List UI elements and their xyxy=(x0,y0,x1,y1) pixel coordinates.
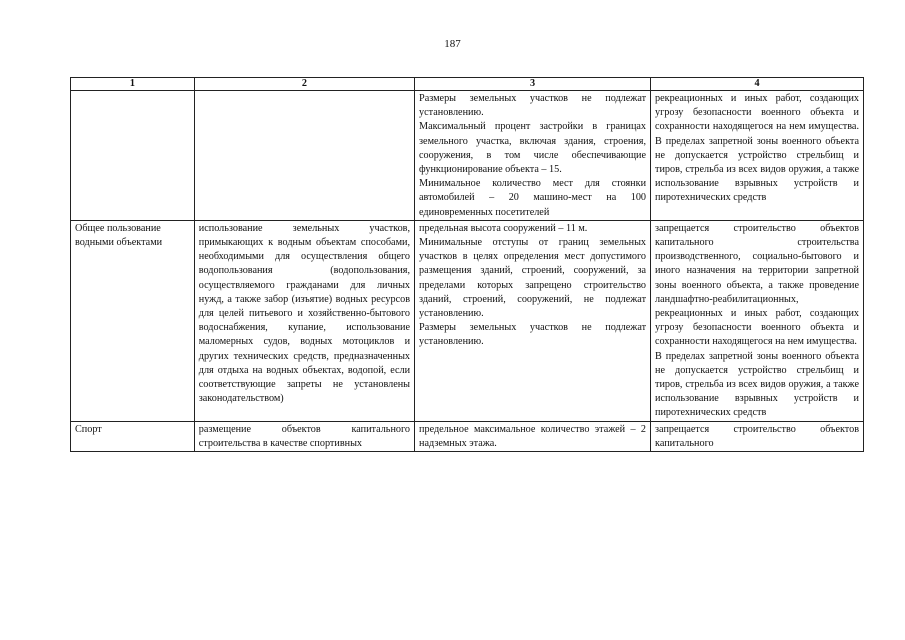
row1-col4-text: рекреационных и иных работ, создающих угрозу безопасности военного объекта и сохранности находящегося на нем имущества. В пределах запретной зоны военного объекта не допускается устройство стрельбищ и тиров, стрельба из всех видов оружия, а также использование взрывных устройств и пиротехнических средств xyxy=(655,93,859,204)
table-row xyxy=(71,91,864,221)
row2-col3 xyxy=(415,220,651,421)
row2-col4-para-1: запрещается строительство объектов капитального строительства производственного, социально-бытового и иного назначения на территории запретной зоны военного объекта, а также проведение ландшафтно-реабилитационных, xyxy=(655,222,859,305)
table-header-row xyxy=(71,78,864,91)
page-number: 187 xyxy=(444,38,461,50)
row1-col2 xyxy=(194,91,414,221)
row1-col3-para-2: Максимальный процент застройки в границах земельного участка, включая здания, строения, сооружения, в том числе обеспечивающие функционирование объекта – 15. xyxy=(419,121,647,176)
row2-col3-para-3: Размеры земельных участков не подлежат установлению. xyxy=(419,322,647,348)
row2-col2 xyxy=(194,220,414,421)
row3-col2 xyxy=(194,421,414,451)
row2-col2-text: использование земельных участков, примыкающих к водным объектам способами, необходимыми для осуществления общего водопользования (водопользования, осуществляемого гражданами для личных нужд, а также забор (изъятие) водных ресурсов для целей питьевого и хозяйственно-бытового водоснабжения, купание, использование маломерных судов, водных мотоциклов и других технических средств, предназначенных для отдыха на водных объектах, водопой, если соответствующие запреты не установлены законодательством) xyxy=(198,222,411,405)
column-header-1: 1 xyxy=(71,78,195,91)
row1-col3 xyxy=(415,91,651,221)
row3-col1: Спорт xyxy=(71,421,195,451)
row3-col4-text: запрещается строительство объектов капитального xyxy=(655,423,859,449)
column-header-2: 2 xyxy=(194,78,414,91)
row3-col2-text: размещение объектов капитального строительства в качестве спортивных xyxy=(198,423,411,449)
row2-col4-para-3: В пределах запретной зоны военного объекта не допускается устройство стрельбищ и тиров, стрельба из всех видов оружия, а также использование взрывных устройств и пиротехнических средств xyxy=(655,350,859,419)
zoning-regulations-table xyxy=(70,77,864,452)
row3-col3-text: предельное максимальное количество этажей – 2 надземных этажа. xyxy=(419,423,647,449)
row3-col3 xyxy=(415,421,651,451)
row1-col3-para-1: Размеры земельных участков не подлежат установлению. xyxy=(419,93,647,119)
table-row xyxy=(71,220,864,421)
row2-col4 xyxy=(651,220,864,421)
table-row xyxy=(71,421,864,451)
row2-col3-para-1: предельная высота сооружений – 11 м. xyxy=(419,222,588,234)
column-header-3: 3 xyxy=(415,78,651,91)
row1-col3-para-3: Минимальное количество мест для стоянки автомобилей – 20 машино-мест на 100 единовременных посетителей xyxy=(419,178,647,218)
row1-col1 xyxy=(71,91,195,221)
row2-col1: Общее пользование водными объектами xyxy=(71,220,195,421)
row2-col4-para-2: рекреационных и иных работ, создающих угрозу безопасности военного объекта и сохранности находящегося на нем имущества. xyxy=(655,308,859,348)
row1-col4 xyxy=(651,91,864,221)
row2-col3-para-2: Минимальные отступы от границ земельных участков в целях определения мест допустимого размещения зданий, строений, сооружений, за пределами которых запрещено строительство зданий, строений, сооружений, не подлежат установлению. xyxy=(419,237,647,320)
column-header-4: 4 xyxy=(651,78,864,91)
row3-col4 xyxy=(651,421,864,451)
